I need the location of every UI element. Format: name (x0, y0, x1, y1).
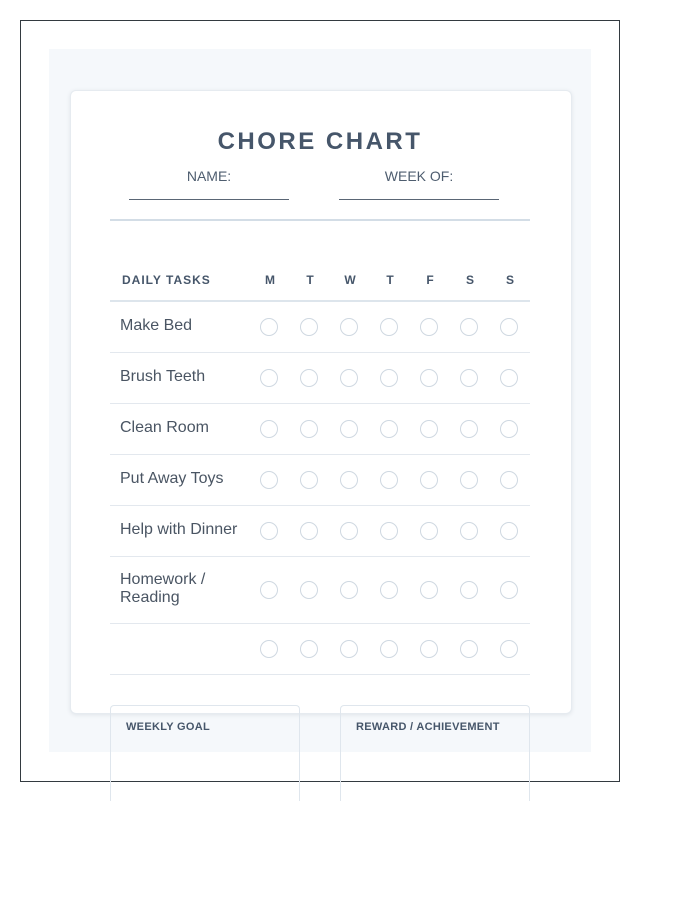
day-header: T (386, 273, 394, 287)
name-label: NAME: (186, 168, 232, 184)
checkbox-circle[interactable] (460, 471, 478, 489)
checkbox-circle[interactable] (460, 581, 478, 599)
checkbox-circle[interactable] (500, 522, 518, 540)
checkbox-circle[interactable] (260, 420, 278, 438)
checkbox-circle[interactable] (260, 318, 278, 336)
reward-label: REWARD / ACHIEVEMENT (356, 721, 500, 733)
day-header: F (426, 273, 434, 287)
checkbox-circle[interactable] (300, 522, 318, 540)
task-label: Put Away Toys (120, 470, 224, 487)
task-label: Brush Teeth (120, 368, 206, 385)
weekly-goal-box[interactable] (110, 705, 300, 801)
checkbox-circle[interactable] (300, 640, 318, 658)
daily-tasks-header: DAILY TASKS (122, 273, 211, 287)
checkbox-circle[interactable] (260, 640, 278, 658)
checkbox-circle[interactable] (380, 471, 398, 489)
checkbox-circle[interactable] (460, 369, 478, 387)
checkbox-circle[interactable] (460, 318, 478, 336)
checkbox-circle[interactable] (340, 369, 358, 387)
checkbox-circle[interactable] (380, 318, 398, 336)
task-label: Clean Room (120, 419, 209, 436)
checkbox-circle[interactable] (340, 640, 358, 658)
checkbox-circle[interactable] (300, 471, 318, 489)
day-header: S (465, 273, 474, 287)
table-row (110, 353, 530, 404)
day-header: M (265, 273, 275, 287)
checkbox-circle[interactable] (380, 420, 398, 438)
checkbox-circle[interactable] (500, 420, 518, 438)
checkbox-circle[interactable] (260, 369, 278, 387)
checkbox-circle[interactable] (420, 640, 438, 658)
task-label: Make Bed (120, 317, 193, 334)
table-header (110, 258, 530, 302)
checkbox-circle[interactable] (260, 522, 278, 540)
chore-table (110, 258, 530, 675)
checkbox-circle[interactable] (500, 471, 518, 489)
checkbox-circle[interactable] (420, 369, 438, 387)
checkbox-circle[interactable] (380, 522, 398, 540)
checkbox-circle[interactable] (340, 471, 358, 489)
header-divider (110, 219, 530, 221)
day-header: W (344, 273, 356, 287)
table-row (110, 404, 530, 455)
checkbox-circle[interactable] (460, 640, 478, 658)
task-label: Homework / Reading (120, 571, 206, 606)
checkbox-circle[interactable] (260, 581, 278, 599)
checkbox-circle[interactable] (420, 318, 438, 336)
checkbox-circle[interactable] (340, 318, 358, 336)
chart-title: CHORE CHART (217, 128, 423, 155)
checkbox-circle[interactable] (420, 471, 438, 489)
checkbox-circle[interactable] (300, 369, 318, 387)
checkbox-circle[interactable] (500, 369, 518, 387)
checkbox-circle[interactable] (300, 420, 318, 438)
reward-box[interactable] (340, 705, 530, 801)
week-of-label: WEEK OF: (384, 168, 454, 184)
table-row (110, 455, 530, 506)
task-label: Help with Dinner (120, 521, 238, 538)
checkbox-circle[interactable] (340, 420, 358, 438)
checkbox-circle[interactable] (300, 581, 318, 599)
checkbox-circle[interactable] (340, 581, 358, 599)
name-line[interactable] (129, 199, 289, 200)
checkbox-circle[interactable] (260, 471, 278, 489)
checkbox-circle[interactable] (500, 318, 518, 336)
table-row (110, 557, 530, 624)
checkbox-circle[interactable] (420, 420, 438, 438)
checkbox-circle[interactable] (300, 318, 318, 336)
checkbox-circle[interactable] (380, 581, 398, 599)
weekly-goal-label: WEEKLY GOAL (126, 721, 210, 733)
checkbox-circle[interactable] (380, 640, 398, 658)
checkbox-circle[interactable] (420, 522, 438, 540)
checkbox-circle[interactable] (500, 640, 518, 658)
checkbox-circle[interactable] (420, 581, 438, 599)
checkbox-circle[interactable] (340, 522, 358, 540)
checkbox-circle[interactable] (500, 581, 518, 599)
table-row (110, 624, 530, 675)
week-of-line[interactable] (339, 199, 499, 200)
table-row (110, 506, 530, 557)
day-header: S (505, 273, 514, 287)
checkbox-circle[interactable] (460, 522, 478, 540)
checkbox-circle[interactable] (380, 369, 398, 387)
table-row (110, 302, 530, 353)
checkbox-circle[interactable] (460, 420, 478, 438)
day-header: T (306, 273, 314, 287)
